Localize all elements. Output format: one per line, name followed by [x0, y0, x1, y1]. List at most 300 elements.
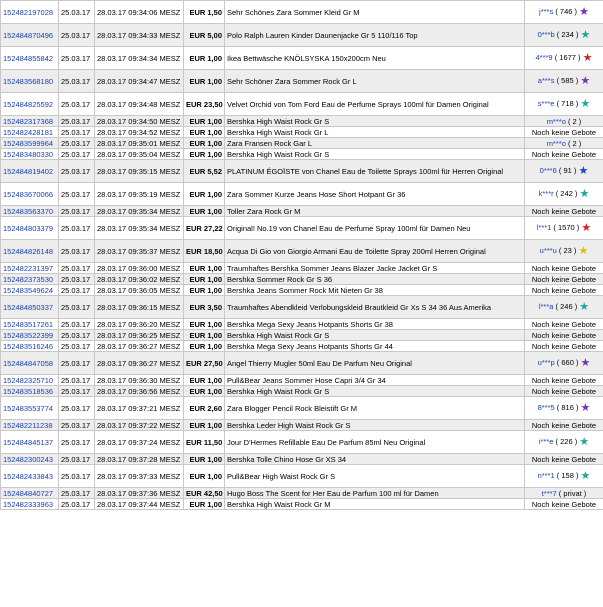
item-id-cell[interactable] — [1, 386, 59, 397]
item-id-cell[interactable] — [1, 420, 59, 431]
bidder-rating: Noch keine Gebote — [531, 341, 597, 351]
rating-star-icon: ★ — [580, 98, 591, 110]
bidder-rating: Noch keine Gebote — [531, 319, 597, 329]
item-id-link[interactable]: 152484855842 — [3, 53, 54, 63]
bidder-rating: Noch keine Gebote — [531, 127, 597, 137]
item-id-link[interactable]: 152483568180 — [3, 76, 54, 86]
bidder-cell — [525, 319, 603, 330]
title-cell: Zara Sommer Kurze Jeans Hose Short Hotpant Gr 36 — [225, 183, 525, 206]
start-date-cell: 25.03.17 — [59, 138, 95, 149]
price-cell: EUR 1,00 — [184, 285, 225, 296]
bidder-rating: Noch keine Gebote — [531, 499, 597, 509]
bidder-rating: ( 23 ) — [558, 246, 577, 255]
bidder-rating: ( privat ) — [558, 488, 587, 498]
price-cell: EUR 3,50 — [184, 296, 225, 319]
item-id-cell[interactable] — [1, 149, 59, 160]
title-cell: Bershka Leder High Waist Rock Gr S — [225, 420, 525, 431]
table-row[interactable] — [1, 138, 603, 149]
price-cell: EUR 42,50 — [184, 488, 225, 499]
table-row[interactable] — [1, 240, 603, 263]
item-id-link[interactable]: 152483549624 — [3, 285, 54, 295]
end-time-cell: 28.03.17 09:35:04 MESZ — [95, 149, 184, 160]
title-cell: Traumhaftes Abendkleid Verlobungskleid Brautkleid Gr Xs S 34 36 Aus Amerika — [225, 296, 525, 319]
price-cell: EUR 1,00 — [184, 386, 225, 397]
rating-star-icon: ★ — [578, 165, 589, 177]
bidder-cell — [525, 217, 603, 240]
start-date-cell: 25.03.17 — [59, 431, 95, 454]
start-date-cell: 25.03.17 — [59, 47, 95, 70]
start-date-cell: 25.03.17 — [59, 127, 95, 138]
bidder-cell — [525, 352, 603, 375]
table-row[interactable] — [1, 47, 603, 70]
end-time-cell: 28.03.17 09:37:36 MESZ — [95, 488, 184, 499]
bidder-rating: ( 1677 ) — [554, 53, 581, 62]
start-date-cell: 25.03.17 — [59, 240, 95, 263]
table-row[interactable] — [1, 116, 603, 127]
rating-star-icon: ★ — [580, 75, 591, 87]
price-cell: EUR 1,00 — [184, 183, 225, 206]
bidder-cell — [525, 454, 603, 465]
end-time-cell: 28.03.17 09:36:30 MESZ — [95, 375, 184, 386]
price-cell: EUR 1,00 — [184, 116, 225, 127]
rating-star-icon: ★ — [579, 6, 589, 18]
bidder-cell — [525, 206, 603, 217]
table-row[interactable] — [1, 217, 603, 240]
item-id-link[interactable]: 152482325710 — [3, 375, 54, 385]
item-id-cell[interactable] — [1, 465, 59, 488]
price-cell: EUR 27,50 — [184, 352, 225, 375]
bidder-cell — [525, 285, 603, 296]
bidder-cell — [525, 431, 603, 454]
rating-star-icon: ★ — [582, 52, 593, 64]
bidder-rating: ( 2 ) — [567, 116, 582, 126]
bidder-name[interactable]: i***e — [538, 437, 554, 446]
end-time-cell: 28.03.17 09:34:48 MESZ — [95, 93, 184, 116]
rating-star-icon: ★ — [581, 222, 592, 234]
start-date-cell: 25.03.17 — [59, 160, 95, 183]
end-time-cell: 28.03.17 09:37:28 MESZ — [95, 454, 184, 465]
start-date-cell: 25.03.17 — [59, 1, 95, 24]
bidder-cell — [525, 375, 603, 386]
bidder-cell — [525, 93, 603, 116]
table-row[interactable] — [1, 465, 603, 488]
rating-star-icon: ★ — [580, 357, 591, 369]
rating-star-icon: ★ — [579, 436, 590, 448]
rating-star-icon: ★ — [579, 301, 590, 313]
title-cell: Original! No.19 von Chanel Eau de Perfume Spray 100ml für Damen Neu — [225, 217, 525, 240]
end-time-cell: 28.03.17 09:36:05 MESZ — [95, 285, 184, 296]
table-row[interactable] — [1, 70, 603, 93]
price-cell: EUR 18,50 — [184, 240, 225, 263]
item-id-cell[interactable] — [1, 206, 59, 217]
table-row[interactable] — [1, 319, 603, 330]
bidder-cell — [525, 263, 603, 274]
start-date-cell: 25.03.17 — [59, 386, 95, 397]
price-cell: EUR 1,00 — [184, 499, 225, 510]
price-cell: EUR 1,00 — [184, 341, 225, 352]
item-id-link[interactable]: 152482231397 — [3, 263, 54, 273]
bidder-rating: ( 585 ) — [556, 76, 579, 85]
bidder-rating: Noch keine Gebote — [531, 149, 597, 159]
bidder-name[interactable]: l***1 — [536, 223, 552, 232]
table-row[interactable] — [1, 330, 603, 341]
item-id-link[interactable]: 152482211238 — [3, 420, 53, 430]
title-cell: Zara Fransen Rock Gar L — [225, 138, 525, 149]
bidder-rating: ( 660 ) — [556, 358, 579, 367]
item-id-link[interactable]: 152482333963 — [3, 499, 54, 509]
bidder-cell — [525, 116, 603, 127]
item-id-cell[interactable] — [1, 47, 59, 70]
table-row[interactable] — [1, 488, 603, 499]
table-row[interactable] — [1, 285, 603, 296]
item-id-cell[interactable] — [1, 375, 59, 386]
item-id-cell[interactable] — [1, 454, 59, 465]
price-cell: EUR 1,00 — [184, 47, 225, 70]
bidder-cell — [525, 274, 603, 285]
end-time-cell: 28.03.17 09:35:34 MESZ — [95, 217, 184, 240]
item-id-cell[interactable] — [1, 116, 59, 127]
table-row[interactable] — [1, 160, 603, 183]
start-date-cell: 25.03.17 — [59, 274, 95, 285]
bidder-cell — [525, 70, 603, 93]
bidder-cell — [525, 488, 603, 499]
bidder-rating: ( 1570 ) — [553, 223, 580, 232]
start-date-cell: 25.03.17 — [59, 116, 95, 127]
item-id-link[interactable]: 152483516246 — [3, 341, 54, 351]
title-cell: Angel Thierry Mugler 50ml Eau De Parfum Neu Original — [225, 352, 525, 375]
start-date-cell: 25.03.17 — [59, 341, 95, 352]
end-time-cell: 28.03.17 09:34:33 MESZ — [95, 24, 184, 47]
table-row[interactable] — [1, 431, 603, 454]
title-cell: Acqua Di Gio von Giorgio Armani Eau de Toilette Spray 200ml Herren Original — [225, 240, 525, 263]
item-id-link[interactable]: 152484850337 — [3, 302, 54, 312]
table-row[interactable] — [1, 183, 603, 206]
item-id-link[interactable]: 152483563370 — [3, 206, 54, 216]
item-id-link[interactable]: 152482317368 — [3, 116, 54, 126]
bidder-cell — [525, 386, 603, 397]
title-cell: Hugo Boss The Scent for Her Eau de Parfum 100 ml für Damen — [225, 488, 525, 499]
price-cell: EUR 1,00 — [184, 420, 225, 431]
bidder-cell — [525, 420, 603, 431]
title-cell: Sehr Schöner Zara Sommer Rock Gr L — [225, 70, 525, 93]
rating-star-icon: ★ — [580, 402, 591, 414]
start-date-cell: 25.03.17 — [59, 319, 95, 330]
end-time-cell: 28.03.17 09:36:15 MESZ — [95, 296, 184, 319]
end-time-cell: 28.03.17 09:35:15 MESZ — [95, 160, 184, 183]
title-cell: Bershka High Waist Rock Gr S — [225, 330, 525, 341]
start-date-cell: 25.03.17 — [59, 70, 95, 93]
bidder-rating: ( 816 ) — [556, 403, 579, 412]
start-date-cell: 25.03.17 — [59, 375, 95, 386]
item-id-cell[interactable] — [1, 319, 59, 330]
item-id-link[interactable]: 152483518536 — [3, 386, 54, 396]
price-cell: EUR 1,00 — [184, 206, 225, 217]
item-id-link[interactable]: 152483517261 — [3, 319, 54, 329]
end-time-cell: 28.03.17 09:34:06 MESZ — [95, 1, 184, 24]
end-time-cell: 28.03.17 09:36:27 MESZ — [95, 352, 184, 375]
bidder-name[interactable]: 0***6 — [539, 166, 557, 175]
price-cell: EUR 1,00 — [184, 330, 225, 341]
title-cell: Bershka High Waist Rock Gr S — [225, 386, 525, 397]
end-time-cell: 28.03.17 09:34:47 MESZ — [95, 70, 184, 93]
price-cell: EUR 1,00 — [184, 465, 225, 488]
rating-star-icon: ★ — [578, 245, 589, 257]
bidder-cell — [525, 24, 603, 47]
title-cell: Bershka Mega Sexy Jeans Hotpants Shorts Gr 44 — [225, 341, 525, 352]
bidder-rating: ( 226 ) — [555, 437, 578, 446]
table-row[interactable] — [1, 386, 603, 397]
bidder-name[interactable]: m***o — [546, 138, 566, 148]
table-row[interactable] — [1, 397, 603, 420]
bidder-name[interactable]: 4***9 — [535, 53, 553, 62]
bidder-name[interactable]: m***o — [546, 116, 566, 126]
item-id-link[interactable]: 152483670066 — [3, 189, 54, 199]
bidder-rating: Noch keine Gebote — [531, 263, 597, 273]
item-id-cell[interactable] — [1, 1, 59, 24]
price-cell: EUR 5,52 — [184, 160, 225, 183]
table-row[interactable] — [1, 296, 603, 319]
end-time-cell: 28.03.17 09:37:21 MESZ — [95, 397, 184, 420]
start-date-cell: 25.03.17 — [59, 397, 95, 420]
start-date-cell: 25.03.17 — [59, 285, 95, 296]
item-id-link[interactable]: 152484826148 — [3, 246, 54, 256]
item-id-cell[interactable] — [1, 160, 59, 183]
price-cell: EUR 1,00 — [184, 149, 225, 160]
bidder-rating: Noch keine Gebote — [531, 330, 597, 340]
end-time-cell: 28.03.17 09:37:44 MESZ — [95, 499, 184, 510]
rating-star-icon: ★ — [580, 470, 591, 482]
price-cell: EUR 1,00 — [184, 375, 225, 386]
bidder-name[interactable]: 8***5 — [537, 403, 555, 412]
start-date-cell: 25.03.17 — [59, 206, 95, 217]
bidder-rating: ( 91 ) — [558, 166, 577, 175]
bidder-cell — [525, 240, 603, 263]
title-cell: Pull&Bear High Waist Rock Gr S — [225, 465, 525, 488]
price-cell: EUR 1,00 — [184, 319, 225, 330]
end-time-cell: 28.03.17 09:36:25 MESZ — [95, 330, 184, 341]
start-date-cell: 25.03.17 — [59, 454, 95, 465]
item-id-link[interactable]: 152483599964 — [3, 138, 54, 148]
item-id-cell[interactable] — [1, 183, 59, 206]
bidder-cell — [525, 127, 603, 138]
item-id-cell[interactable] — [1, 296, 59, 319]
bidder-cell — [525, 183, 603, 206]
item-id-cell[interactable] — [1, 217, 59, 240]
item-id-link[interactable]: 152484847058 — [3, 358, 54, 368]
bidder-rating: Noch keine Gebote — [531, 386, 597, 396]
start-date-cell: 25.03.17 — [59, 263, 95, 274]
price-cell: EUR 5,00 — [184, 24, 225, 47]
item-id-link[interactable]: 152482373530 — [3, 274, 54, 284]
item-id-cell[interactable] — [1, 285, 59, 296]
title-cell: Bershka High Waist Rock Gr S — [225, 116, 525, 127]
end-time-cell: 28.03.17 09:36:56 MESZ — [95, 386, 184, 397]
title-cell: Toller Zara Rock Gr M — [225, 206, 525, 217]
bidder-cell — [525, 138, 603, 149]
end-time-cell: 28.03.17 09:34:52 MESZ — [95, 127, 184, 138]
end-time-cell: 28.03.17 09:37:22 MESZ — [95, 420, 184, 431]
title-cell: Velvet Orchid von Tom Ford Eau de Perfume Sprays 100ml für Damen Original — [225, 93, 525, 116]
bidder-rating: ( 246 ) — [555, 302, 578, 311]
bidder-name[interactable]: 0***b — [537, 30, 555, 39]
end-time-cell: 28.03.17 09:34:34 MESZ — [95, 47, 184, 70]
title-cell: Sehr Schönes Zara Sommer Kleid Gr M — [225, 1, 525, 24]
end-time-cell: 28.03.17 09:35:19 MESZ — [95, 183, 184, 206]
item-id-link[interactable]: 152484840727 — [3, 488, 54, 498]
bidder-cell — [525, 47, 603, 70]
bidder-rating: Noch keine Gebote — [531, 375, 597, 385]
item-id-link[interactable]: 152482197028 — [3, 7, 54, 17]
bidder-name[interactable]: k***r — [538, 189, 554, 198]
end-time-cell: 28.03.17 09:36:27 MESZ — [95, 341, 184, 352]
bidder-cell — [525, 149, 603, 160]
table-row[interactable] — [1, 93, 603, 116]
price-cell: EUR 11,50 — [184, 431, 225, 454]
table-row[interactable] — [1, 1, 603, 24]
title-cell: PLATINUM ÉGOÏSTE von Chanel Eau de Toilette Sprays 100ml für Herren Original — [225, 160, 525, 183]
auction-table-body — [1, 1, 603, 510]
bidder-rating: Noch keine Gebote — [531, 206, 597, 216]
bidder-name[interactable]: n***1 — [537, 471, 555, 480]
item-id-link[interactable]: 152482433843 — [3, 471, 54, 481]
bidder-cell — [525, 397, 603, 420]
bidder-cell — [525, 296, 603, 319]
item-id-cell[interactable] — [1, 70, 59, 93]
item-id-link[interactable]: 152482428181 — [3, 127, 54, 137]
item-id-link[interactable]: 152483522399 — [3, 330, 54, 340]
bidder-rating: ( 746 ) — [555, 7, 577, 16]
price-cell: EUR 27,22 — [184, 217, 225, 240]
price-cell: EUR 23,50 — [184, 93, 225, 116]
start-date-cell: 25.03.17 — [59, 488, 95, 499]
bidder-name[interactable]: t***7 — [541, 488, 557, 498]
item-id-cell[interactable] — [1, 93, 59, 116]
price-cell: EUR 1,00 — [184, 263, 225, 274]
start-date-cell: 25.03.17 — [59, 217, 95, 240]
table-row[interactable] — [1, 454, 603, 465]
item-id-link[interactable]: 152484819402 — [3, 166, 54, 176]
bidder-rating: ( 718 ) — [556, 99, 579, 108]
table-row[interactable] — [1, 263, 603, 274]
bidder-name[interactable]: s***e — [537, 99, 555, 108]
start-date-cell: 25.03.17 — [59, 149, 95, 160]
bidder-cell — [525, 341, 603, 352]
rating-star-icon: ★ — [580, 29, 591, 41]
price-cell: EUR 1,00 — [184, 138, 225, 149]
item-id-cell[interactable] — [1, 431, 59, 454]
item-id-cell[interactable] — [1, 127, 59, 138]
table-row[interactable] — [1, 499, 603, 510]
table-row[interactable] — [1, 352, 603, 375]
bidder-rating: ( 158 ) — [556, 471, 579, 480]
rating-star-icon: ★ — [579, 188, 590, 200]
title-cell: Pull&Bear Jeans Sommer Hose Capri 3/4 Gr 34 — [225, 375, 525, 386]
bidder-name[interactable]: u***u — [539, 246, 557, 255]
title-cell: Bershka Tolle Chino Hose Gr XS 34 — [225, 454, 525, 465]
item-id-link[interactable]: 152483480330 — [3, 149, 54, 159]
bidder-name[interactable]: u***p — [537, 358, 555, 367]
table-row[interactable] — [1, 420, 603, 431]
bidder-rating: Noch keine Gebote — [531, 285, 597, 295]
title-cell: Bershka High Waist Rock Gr L — [225, 127, 525, 138]
title-cell: Bershka Jeans Sommer Rock Mit Nieten Gr 38 — [225, 285, 525, 296]
table-row[interactable] — [1, 24, 603, 47]
bidder-rating: ( 242 ) — [555, 189, 578, 198]
title-cell: Ikea Bettwäsche KNÖLSYSKA 150x200cm Neu — [225, 47, 525, 70]
title-cell: Traumhaftes Bershka Sommer Jeans Blazer Jacke Jacket Gr S — [225, 263, 525, 274]
title-cell: Bershka Sommer Rock Gr S 36 — [225, 274, 525, 285]
bidder-cell — [525, 499, 603, 510]
start-date-cell: 25.03.17 — [59, 465, 95, 488]
table-row[interactable] — [1, 375, 603, 386]
item-id-cell[interactable] — [1, 499, 59, 510]
item-id-cell[interactable] — [1, 330, 59, 341]
title-cell: Bershka High Waist Rock Gr M — [225, 499, 525, 510]
item-id-cell[interactable] — [1, 488, 59, 499]
item-id-cell[interactable] — [1, 352, 59, 375]
item-id-cell[interactable] — [1, 341, 59, 352]
end-time-cell: 28.03.17 09:35:01 MESZ — [95, 138, 184, 149]
item-id-cell[interactable] — [1, 274, 59, 285]
table-row[interactable] — [1, 206, 603, 217]
item-id-link[interactable]: 152482300243 — [3, 454, 54, 464]
bidder-rating: ( 234 ) — [556, 30, 579, 39]
bidder-cell — [525, 1, 603, 24]
price-cell: EUR 1,00 — [184, 70, 225, 93]
start-date-cell: 25.03.17 — [59, 499, 95, 510]
bidder-name[interactable]: l***a — [538, 302, 554, 311]
bidder-rating: Noch keine Gebote — [531, 420, 597, 430]
start-date-cell: 25.03.17 — [59, 330, 95, 341]
item-id-link[interactable]: 152484825592 — [3, 99, 54, 109]
start-date-cell: 25.03.17 — [59, 296, 95, 319]
end-time-cell: 28.03.17 09:36:00 MESZ — [95, 263, 184, 274]
end-time-cell: 28.03.17 09:37:33 MESZ — [95, 465, 184, 488]
item-id-link[interactable]: 152484870496 — [3, 30, 54, 40]
title-cell: Bershka Mega Sexy Jeans Hotpants Shorts Gr 38 — [225, 319, 525, 330]
start-date-cell: 25.03.17 — [59, 93, 95, 116]
bidder-cell — [525, 330, 603, 341]
item-id-link[interactable]: 152484845137 — [3, 437, 54, 447]
end-time-cell: 28.03.17 09:34:50 MESZ — [95, 116, 184, 127]
end-time-cell: 28.03.17 09:35:37 MESZ — [95, 240, 184, 263]
item-id-cell[interactable] — [1, 240, 59, 263]
price-cell: EUR 2,60 — [184, 397, 225, 420]
bidder-rating: Noch keine Gebote — [531, 454, 597, 464]
item-id-cell[interactable] — [1, 263, 59, 274]
bidder-name[interactable]: j***s — [539, 7, 554, 16]
item-id-cell[interactable] — [1, 397, 59, 420]
price-cell: EUR 1,00 — [184, 274, 225, 285]
table-row[interactable] — [1, 274, 603, 285]
table-row[interactable] — [1, 127, 603, 138]
item-id-cell[interactable] — [1, 138, 59, 149]
item-id-cell[interactable] — [1, 24, 59, 47]
title-cell: Jour D'Hermes Refillable Eau De Parfum 85ml Neu Original — [225, 431, 525, 454]
start-date-cell: 25.03.17 — [59, 24, 95, 47]
end-time-cell: 28.03.17 09:37:24 MESZ — [95, 431, 184, 454]
table-row[interactable] — [1, 341, 603, 352]
title-cell: Bershka High Waist Rock Gr S — [225, 149, 525, 160]
bidder-name[interactable]: a***s — [537, 76, 555, 85]
price-cell: EUR 1,00 — [184, 127, 225, 138]
price-cell: EUR 1,00 — [184, 454, 225, 465]
item-id-link[interactable]: 152483553774 — [3, 403, 54, 413]
item-id-link[interactable]: 152484803379 — [3, 223, 54, 233]
bidder-cell — [525, 160, 603, 183]
start-date-cell: 25.03.17 — [59, 352, 95, 375]
table-row[interactable] — [1, 149, 603, 160]
